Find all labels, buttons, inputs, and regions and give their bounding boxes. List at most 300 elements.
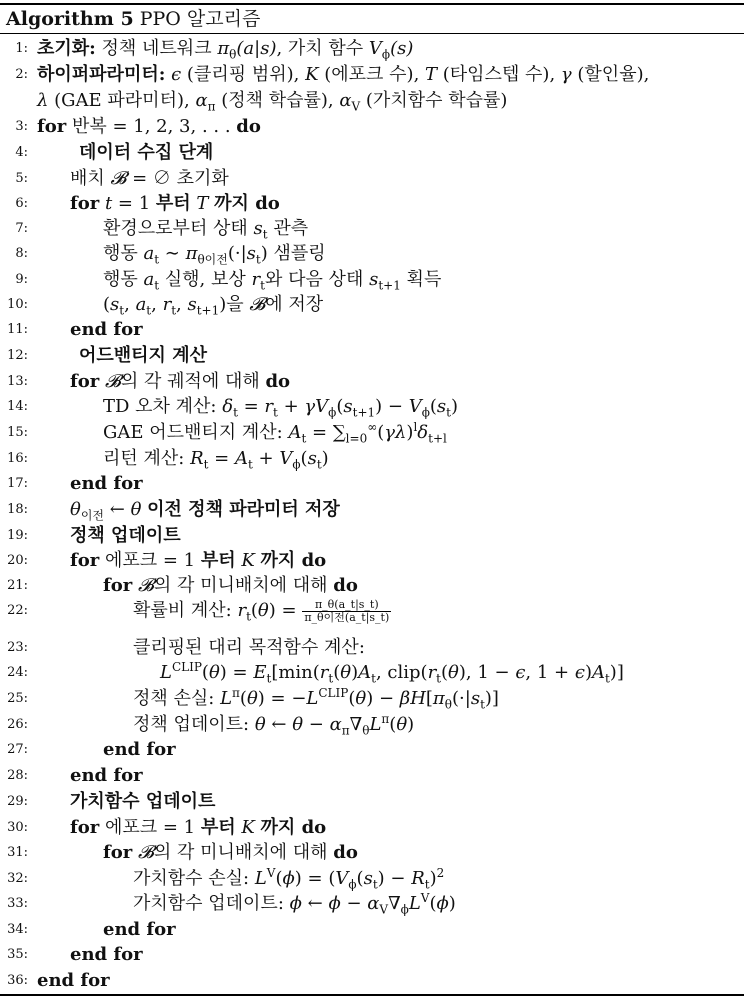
- top-rule: [0, 3, 744, 5]
- algorithm-line: [0, 446, 744, 471]
- line-number: 17:: [7, 476, 28, 491]
- text-segment: 획득: [400, 269, 442, 290]
- text-segment: ): [351, 662, 359, 683]
- algorithm-name: PPO 알고리즘: [139, 8, 261, 30]
- line-text: [70, 497, 340, 522]
- line-text: [133, 866, 444, 891]
- math-symbol: θ: [70, 499, 81, 520]
- text-segment: θ: [229, 47, 237, 62]
- math-symbol: γV: [304, 396, 329, 417]
- line-text: [37, 114, 261, 139]
- math-symbol: L: [306, 688, 319, 709]
- text-segment: (: [356, 868, 364, 889]
- line-number: 9:: [15, 272, 28, 287]
- text-segment: ) −: [377, 868, 412, 889]
- text-segment: ϕ: [421, 405, 430, 420]
- math-symbol: s: [110, 294, 120, 315]
- text-segment: (클리핑 범위),: [181, 64, 306, 85]
- line-number: 16:: [7, 451, 28, 466]
- keyword: for: [70, 371, 100, 392]
- text-segment: t: [146, 303, 152, 318]
- text-segment: 이전: [80, 508, 105, 523]
- line-number: 15:: [7, 425, 28, 440]
- text-segment: ) =: [268, 600, 303, 621]
- math-symbol: t: [104, 193, 113, 214]
- text-segment: −: [340, 893, 368, 914]
- text-segment: (GAE 파라미터),: [48, 90, 196, 111]
- algorithm-line: [0, 942, 744, 967]
- text-segment: l: [413, 420, 418, 434]
- text-segment: ϕ: [292, 457, 301, 472]
- text-segment: t: [255, 252, 261, 267]
- line-text: [70, 548, 326, 573]
- text-segment: ): [451, 396, 459, 417]
- algorithm-line: [0, 815, 744, 840]
- text-segment: t: [372, 877, 378, 892]
- text-segment: )]: [484, 688, 499, 709]
- text-segment: (: [336, 396, 344, 417]
- math-symbol: V: [368, 38, 382, 59]
- math-symbol: ϕ: [282, 868, 295, 889]
- text-segment: t: [262, 227, 268, 242]
- algorithm-line: [0, 598, 744, 623]
- keyword: end for: [103, 919, 176, 940]
- math-symbol: θ: [257, 600, 269, 621]
- text-segment: π: [207, 99, 216, 114]
- text-segment: t: [424, 877, 430, 892]
- line-number: 26:: [7, 717, 28, 732]
- keyword: 정책 업데이트: [70, 525, 181, 546]
- line-text: [103, 446, 329, 471]
- text-segment: t: [247, 457, 253, 472]
- text-segment: 정책 손실:: [133, 688, 221, 709]
- text-segment: ): [429, 868, 437, 889]
- line-text: [103, 241, 326, 266]
- text-segment: ) −: [375, 396, 409, 417]
- line-text: [133, 598, 391, 624]
- math-symbol: K: [241, 817, 255, 838]
- text-segment: ): [448, 893, 456, 914]
- math-symbol: L: [220, 688, 233, 709]
- text-segment: ) =: [219, 662, 254, 683]
- text-segment: , clip(: [375, 662, 428, 683]
- keyword: for: [70, 817, 100, 838]
- math-symbol: ϕ: [289, 893, 302, 914]
- line-text: [103, 394, 458, 419]
- keyword: end for: [70, 765, 143, 786]
- text-segment: (가치함수 학습률): [360, 90, 508, 111]
- text-segment: t: [154, 278, 160, 293]
- math-symbol: L: [160, 662, 172, 683]
- math-symbol: ϕ: [328, 893, 341, 914]
- math-symbol: a: [135, 294, 147, 315]
- text-segment: GAE 어드밴티지 계산:: [103, 422, 289, 443]
- math-symbol: θ: [448, 662, 459, 683]
- algorithm-line: [0, 267, 744, 292]
- line-number: 19:: [7, 528, 28, 543]
- text-segment: ∇: [388, 893, 401, 914]
- line-text: [37, 62, 649, 87]
- math-symbol: δ: [222, 396, 234, 417]
- text-segment: =: [237, 396, 265, 417]
- math-symbol: r: [162, 294, 172, 315]
- line-number: 31:: [7, 845, 28, 860]
- keyword: end for: [37, 970, 110, 991]
- text-segment: TD 오차 계산:: [103, 396, 223, 417]
- text-segment: π: [341, 723, 350, 738]
- text-segment: l=0: [345, 431, 368, 446]
- math-symbol: s: [187, 294, 197, 315]
- text-segment: ϕ: [400, 902, 409, 917]
- text-segment: t: [436, 671, 441, 686]
- text-segment: t: [266, 671, 272, 686]
- text-segment: 의 각 궤적에 대해: [120, 371, 266, 392]
- line-text: [70, 471, 143, 496]
- math-symbol: s: [436, 396, 447, 417]
- algorithm-line: [0, 968, 744, 993]
- algorithm-line: [0, 420, 744, 445]
- text-segment: 배치: [70, 168, 111, 189]
- text-segment: ∼: [159, 243, 186, 264]
- line-number: 7:: [15, 221, 28, 236]
- algorithm-line: [0, 686, 744, 711]
- text-segment: 행동: [103, 243, 144, 264]
- text-segment: (: [250, 600, 258, 621]
- algorithm-line: [0, 523, 744, 548]
- line-number: 18:: [7, 502, 28, 517]
- text-segment: t: [604, 671, 610, 686]
- text-segment: 반복 = 1, 2, 3, . . .: [66, 116, 237, 137]
- line-text: [79, 140, 213, 165]
- text-segment: ) 샘플링: [260, 243, 326, 264]
- line-number: 1:: [15, 41, 28, 56]
- text-segment: = ∑: [306, 422, 346, 443]
- text-segment: 에포크 = 1: [99, 550, 201, 571]
- math-symbol: 𝓑: [104, 371, 121, 392]
- math-symbol: s: [253, 218, 263, 239]
- keyword: 어드밴티지 계산: [79, 345, 207, 366]
- text-segment: (: [429, 893, 437, 914]
- text-segment: ϕ: [381, 47, 391, 62]
- line-number: 22:: [7, 603, 28, 618]
- algorithm-line: [0, 917, 744, 942]
- math-symbol: (a|s): [236, 38, 277, 59]
- text-segment: ): [406, 422, 414, 443]
- math-symbol: s: [246, 243, 256, 264]
- keyword: 까지 do: [260, 550, 327, 571]
- math-symbol: δ: [417, 422, 429, 443]
- text-segment: ϕ: [328, 405, 337, 420]
- text-segment: π: [232, 686, 240, 700]
- text-segment: 의 각 미니배치에 대해: [153, 842, 334, 863]
- text-segment: (: [103, 294, 111, 315]
- line-text: [70, 523, 181, 548]
- text-segment: (: [377, 422, 385, 443]
- line-text: [37, 88, 507, 113]
- algorithm-line: [0, 635, 744, 660]
- text-segment: =: [208, 448, 235, 469]
- line-text: [103, 737, 176, 762]
- keyword: end for: [103, 739, 176, 760]
- text-segment: V: [351, 99, 361, 114]
- text-segment: 클리핑된 대리 목적함수 계산:: [133, 637, 365, 658]
- line-text: [37, 968, 110, 993]
- text-segment: t: [260, 278, 265, 293]
- text-segment: 에포크 = 1: [99, 817, 201, 838]
- text-segment: (정책 학습률),: [215, 90, 340, 111]
- algorithm-line: [0, 660, 744, 685]
- math-symbol: θ: [292, 714, 304, 735]
- algorithm-line: [0, 343, 744, 368]
- text-segment: t: [171, 303, 177, 318]
- line-number: 25:: [7, 691, 28, 706]
- math-symbol: r: [427, 662, 437, 683]
- line-number: 13:: [7, 374, 28, 389]
- algorithm-line: [0, 216, 744, 241]
- line-number: 8:: [15, 246, 28, 261]
- math-symbol: ϵ: [515, 662, 526, 683]
- text-segment: t: [301, 431, 307, 446]
- keyword: 까지 do: [260, 817, 327, 838]
- algorithm-line: [0, 497, 744, 522]
- text-segment: , 가치 함수: [276, 38, 369, 59]
- keyword: 데이터 수집 단계: [79, 142, 214, 163]
- math-symbol: θ: [208, 662, 220, 683]
- line-number: 34:: [7, 922, 28, 937]
- keyword: 이전 정책 파라미터 저장: [147, 499, 340, 520]
- line-number: 21:: [7, 578, 28, 593]
- line-text: [133, 712, 414, 737]
- text-segment: t: [233, 405, 238, 420]
- text-segment: (: [333, 662, 341, 683]
- math-symbol: λ: [37, 90, 49, 111]
- math-symbol: L: [369, 714, 382, 735]
- algorithm-title: [6, 6, 260, 32]
- text-segment: (: [348, 688, 356, 709]
- line-text: [103, 420, 447, 445]
- math-symbol: s: [470, 688, 481, 709]
- math-symbol: βH: [399, 688, 426, 709]
- math-symbol: θ: [340, 662, 352, 683]
- line-text: [37, 36, 413, 61]
- text-segment: (: [239, 688, 247, 709]
- text-segment: θ: [444, 697, 452, 712]
- line-number: 28:: [7, 768, 28, 783]
- keyword: for: [70, 550, 100, 571]
- text-segment: = 1: [112, 193, 156, 214]
- line-text: [103, 840, 358, 865]
- line-number: 12:: [7, 348, 28, 363]
- text-segment: (: [441, 662, 449, 683]
- math-symbol: A: [591, 662, 605, 683]
- line-number: 10:: [7, 297, 28, 312]
- text-segment: π: [381, 712, 390, 726]
- text-segment: t: [446, 405, 451, 420]
- line-number: 29:: [7, 794, 28, 809]
- line-text: [103, 216, 308, 241]
- text-segment: 의 각 미니배치에 대해: [153, 575, 334, 596]
- text-segment: (: [201, 662, 209, 683]
- algorithm-line: [0, 191, 744, 216]
- line-text: [70, 166, 229, 191]
- math-symbol: s: [363, 868, 373, 889]
- math-symbol: γλ: [384, 422, 407, 443]
- line-text: [103, 573, 358, 598]
- text-segment: 와 다음 상태: [264, 269, 370, 290]
- line-text: [70, 815, 326, 840]
- line-text: [103, 917, 176, 942]
- text-segment: ,: [124, 294, 136, 315]
- text-segment: )을: [219, 294, 250, 315]
- text-segment: 정책 업데이트:: [133, 714, 255, 735]
- line-number: 30:: [7, 820, 28, 835]
- keyword: end for: [70, 473, 143, 494]
- text-segment: ←: [265, 714, 293, 735]
- keyword: end for: [70, 944, 143, 965]
- text-segment: ∇: [349, 714, 363, 735]
- algorithm-line: [0, 317, 744, 342]
- math-symbol: s: [343, 396, 353, 417]
- text-segment: (: [275, 868, 283, 889]
- algorithm-number: Algorithm 5: [6, 8, 134, 30]
- text-segment: 확률비 계산:: [133, 600, 238, 621]
- algorithm-line: [0, 140, 744, 165]
- math-symbol: A: [288, 422, 302, 443]
- math-symbol: R: [190, 448, 204, 469]
- text-segment: t: [328, 671, 334, 686]
- text-segment: +: [277, 396, 305, 417]
- line-number: 6:: [15, 196, 28, 211]
- math-symbol: r: [319, 662, 329, 683]
- math-symbol: π: [432, 688, 445, 709]
- keyword: do: [333, 575, 358, 596]
- line-text: [103, 292, 323, 317]
- keyword: 부터: [200, 550, 236, 571]
- text-segment: t: [371, 671, 376, 686]
- line-text: [70, 789, 215, 814]
- algorithm-line: [0, 369, 744, 394]
- math-symbol: α: [329, 714, 342, 735]
- text-segment: 정책 네트워크: [95, 38, 218, 59]
- bottom-rule: [0, 994, 744, 996]
- line-number: 36:: [7, 973, 28, 988]
- algorithm-line: [0, 114, 744, 139]
- text-segment: ): [407, 714, 415, 735]
- text-segment: V: [266, 866, 276, 880]
- algorithm-line: [0, 891, 744, 916]
- text-segment: ←: [301, 893, 329, 914]
- math-symbol: s: [307, 448, 317, 469]
- text-segment: −: [303, 714, 330, 735]
- algorithm-line: [0, 88, 744, 113]
- algorithm-line: [0, 763, 744, 788]
- math-symbol: α: [339, 90, 352, 111]
- line-number: 27:: [7, 742, 28, 757]
- text-segment: (: [389, 714, 397, 735]
- math-symbol: π: [217, 38, 230, 59]
- algorithm-line: [0, 394, 744, 419]
- line-text: [79, 343, 207, 368]
- fraction-denominator: π_θ이전(a_t|s_t): [304, 610, 390, 624]
- text-segment: t+1: [352, 405, 376, 420]
- math-symbol: A: [234, 448, 248, 469]
- text-segment: CLIP: [171, 660, 202, 674]
- algorithm-line: [0, 471, 744, 496]
- text-segment: 리턴 계산:: [103, 448, 191, 469]
- math-symbol: r: [237, 600, 247, 621]
- math-symbol: R: [411, 868, 425, 889]
- line-number: 23:: [7, 640, 28, 655]
- text-segment: t: [273, 405, 278, 420]
- text-segment: ϕ: [348, 877, 357, 892]
- keyword: end for: [70, 319, 143, 340]
- math-symbol: K: [305, 64, 319, 85]
- math-symbol: T: [196, 193, 209, 214]
- text-segment: V: [379, 902, 389, 917]
- text-segment: 가치함수 업데이트:: [133, 893, 290, 914]
- text-segment: (: [429, 396, 437, 417]
- text-segment: 가치함수 손실:: [133, 868, 255, 889]
- line-text: [70, 763, 143, 788]
- text-segment: (할인율),: [571, 64, 650, 85]
- math-symbol: 𝓑: [249, 294, 266, 315]
- line-number: 35:: [7, 947, 28, 962]
- text-segment: ←: [104, 499, 131, 520]
- text-segment: [min(: [271, 662, 320, 683]
- text-segment: +: [252, 448, 280, 469]
- line-number: 32:: [7, 871, 28, 886]
- math-symbol: ϕ: [436, 893, 449, 914]
- math-symbol: θ: [246, 688, 258, 709]
- text-segment: V: [420, 891, 430, 905]
- keyword: 초기화:: [37, 38, 96, 59]
- math-symbol: K: [241, 550, 255, 571]
- line-number: 2:: [15, 67, 28, 82]
- algorithm-line: [0, 573, 744, 598]
- math-symbol: r: [264, 396, 274, 417]
- math-symbol: 𝓑: [110, 168, 127, 189]
- keyword: for: [37, 116, 67, 137]
- keyword: 부터: [155, 193, 191, 214]
- math-symbol: θ: [130, 499, 142, 520]
- text-segment: (: [300, 448, 308, 469]
- text-segment: = ∅ 초기화: [126, 168, 229, 189]
- math-symbol: α: [367, 893, 380, 914]
- math-symbol: L: [408, 893, 421, 914]
- line-text: [160, 660, 624, 685]
- text-segment: t: [480, 697, 485, 712]
- math-symbol: V: [408, 396, 422, 417]
- text-segment: [: [425, 688, 433, 709]
- text-segment: t+1: [378, 278, 401, 293]
- algorithm-line: [0, 36, 744, 61]
- math-symbol: V: [279, 448, 293, 469]
- math-symbol: 𝓑: [137, 842, 154, 863]
- text-segment: 2: [436, 866, 445, 880]
- keyword: do: [265, 371, 291, 392]
- text-segment: t: [203, 457, 209, 472]
- keyword: do: [236, 116, 261, 137]
- math-symbol: ϵ: [171, 64, 182, 85]
- title-rule: [0, 33, 744, 34]
- text-segment: ,: [151, 294, 163, 315]
- math-symbol: θ: [254, 714, 266, 735]
- math-symbol: s: [369, 269, 379, 290]
- math-symbol: α: [195, 90, 208, 111]
- algorithm-line: [0, 737, 744, 762]
- keyword: 부터: [200, 817, 236, 838]
- math-symbol: 𝓑: [137, 575, 154, 596]
